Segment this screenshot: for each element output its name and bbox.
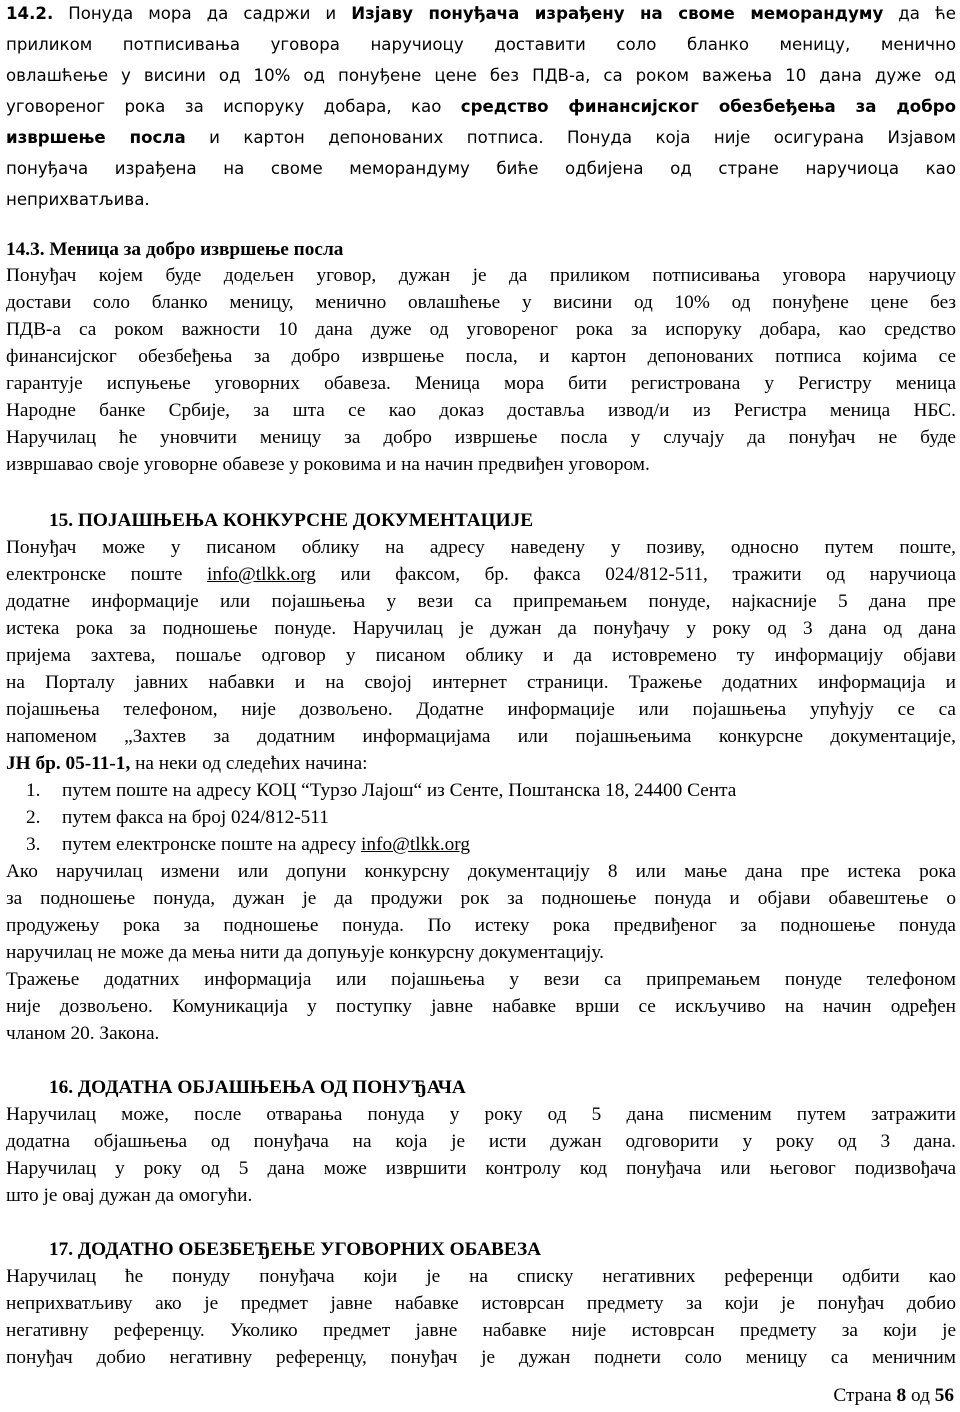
s143-line-3: ПДВ-а са роком важности 10 дана дуже од уговореног рока за испоруку добара, као средство xyxy=(6,319,956,340)
s143-line-6: Народне банке Србије, за шта се као доказ доставља извод/и из Регистра меница НБС. xyxy=(6,400,956,421)
s143-line-8: извршавао своје уговорне обавезе у роковима и на начин предвиђен уговором. xyxy=(6,454,650,475)
list-item: 3. путем електронске поште на адресу info@tlkk.org xyxy=(26,834,471,855)
s16-line-3: Наручилац у року од 5 дана може извршити контролу код понуђача или његовог подизвођача xyxy=(6,1158,956,1179)
s142-bold-statement: Изјаву понуђача израђену на своме меморандуму xyxy=(351,4,884,23)
s142-line-2: приликом потписивања уговора наручиоцу доставити соло бланко меницу, менично xyxy=(6,35,956,54)
s15-line-9: ЈН бр. 05-11-1, на неки од следећих начина: xyxy=(6,753,368,774)
s142-line-4: уговореног рока за испоруку добара, као средство финансијског обезбеђења за добро xyxy=(6,97,956,116)
s15-line-5: пријема захтева, пошаље одговор у писаном облику и да истовремено ту информацију објави xyxy=(6,645,956,666)
s143-line-4: финансијског обезбеђења за добро извршење посла, и картон депонованих потписа којима се xyxy=(6,346,956,367)
email-link[interactable]: info@tlkk.org xyxy=(206,564,316,585)
s142-number: 14.2. xyxy=(6,4,54,23)
email-link[interactable]: info@tlkk.org xyxy=(361,834,471,855)
s15-after-4: наручилац не може да мења нити да допуњује конкурсну документацију. xyxy=(6,942,604,963)
s142-line-7: неприхватљива. xyxy=(6,190,150,209)
s142-line-3: овлашћење у висини од 10% од понуђене цене без ПДВ-а, са роком важења 10 дана дуже од xyxy=(6,66,956,85)
jn-number: ЈН бр. 05-11-1, xyxy=(6,753,131,774)
s17-line-2: неприхватљиву ако је предмет јавне набавке истоврсан предмету за који је понуђач добио xyxy=(6,1293,956,1314)
s15-line-8: напоменом „Захтев за додатним информацијама или појашњењима конкурсне документације, xyxy=(6,726,956,747)
s15-title: 15. ПОЈАШЊЕЊА КОНКУРСНЕ ДОКУМЕНТАЦИЈЕ xyxy=(49,510,534,531)
s15-line-6: на Порталу јавних набавки и на својој интернет страници. Тражење додатних информација и xyxy=(6,672,956,693)
s17-line-3: негативну референцу. Уколико предмет јавне набавке није истоврсан предмету за који је xyxy=(6,1320,956,1341)
s15-line-3: додатне информације или појашњења у вези са припремањем понуде, најкасније 5 дана пре xyxy=(6,591,956,612)
s16-line-2: додатна објашњења од понуђача на која је исти дужан одговорити у року од 3 дана. xyxy=(6,1131,956,1152)
s142-line-1: 14.2. Понуда мора да садржи и Изјаву понуђача израђену на своме меморандуму да ће xyxy=(6,4,956,23)
s143-line-1: Понуђач којем буде додељен уговор, дужан је да приликом потписивања уговора наручиоцу xyxy=(6,265,956,286)
s15-last-1: Тражење додатних информација или појашњења у вези са припремањем понуде телефоном xyxy=(6,969,956,990)
page-number: Страна 8 од 56 xyxy=(833,1385,954,1406)
s15-after-2: за подношење понуда, дужан је да продужи рок за подношење понуда и објави обавештење о xyxy=(6,888,956,909)
s15-line-2: електронске поште info@tlkk.org или факсом, бр. факса 024/812-511, тражити од наручиоца xyxy=(6,564,957,585)
s143-title: 14.3. Меница за добро извршење посла xyxy=(6,239,344,260)
s16-line-4: што је овај дужан да омогући. xyxy=(6,1185,253,1206)
s143-line-5: гарантује испуњење уговорних обавеза. Меница мора бити регистрована у Регистру меница xyxy=(6,373,956,394)
s17-line-1: Наручилац ће понуду понуђача који је на списку негативних референци одбити као xyxy=(6,1266,956,1287)
list-item: 1. путем поште на адресу КОЦ “Турзо Лајош“ из Сенте, Поштанска 18, 24400 Сента xyxy=(26,780,737,801)
s143-line-7: Наручилац ће уновчити меницу за добро извршење посла у случају да понуђач не буде xyxy=(6,427,956,448)
list-item: 2. путем факса на број 024/812-511 xyxy=(26,807,329,828)
s15-last-2: није дозвољено. Комуникација у поступку јавне набавке врши се искључиво на начин одређен xyxy=(6,996,956,1017)
s17-line-4: понуђач добио негативну референцу, понуђач је дужан поднети соло меницу са меничним xyxy=(6,1347,956,1368)
s16-line-1: Наручилац може, после отварања понуда у року од 5 дана писменим путем затражити xyxy=(6,1104,956,1125)
s142-line-6: понуђача израђена на своме меморандуму биће одбијена од стране наручиоца као xyxy=(6,159,956,178)
s15-line-7: појашњења телефоном, није дозвољено. Додатне информације или појашњења упућују се са xyxy=(6,699,956,720)
s15-line-4: истека рока за подношење понуде. Наручилац је дужан да понуђачу у року од 3 дана од дана xyxy=(6,618,956,639)
s15-after-3: продужењу рока за подношење понуда. По истеку рока предвиђеног за подношење понуда xyxy=(6,915,956,936)
s15-line-1: Понуђач може у писаном облику на адресу наведену у позиву, односно путем поште, xyxy=(6,537,956,558)
s142-line-5: извршење посла и картон депонованих потписа. Понуда која није осигурана Изјавом xyxy=(6,128,956,147)
s17-title: 17. ДОДАТНО ОБЕЗБЕЂЕЊЕ УГОВОРНИХ ОБАВЕЗА xyxy=(49,1239,542,1260)
s143-line-2: достави соло бланко меницу, менично овлашћење у висини од 10% од понуђене цене без xyxy=(6,292,956,313)
s15-last-3: чланом 20. Закона. xyxy=(6,1023,160,1044)
s15-after-1: Ако наручилац измени или допуни конкурсну документацију 8 или мање дана пре истека рока xyxy=(6,861,956,882)
s16-title: 16. ДОДАТНА ОБЈАШЊЕЊА ОД ПОНУЂАЧА xyxy=(49,1077,466,1098)
